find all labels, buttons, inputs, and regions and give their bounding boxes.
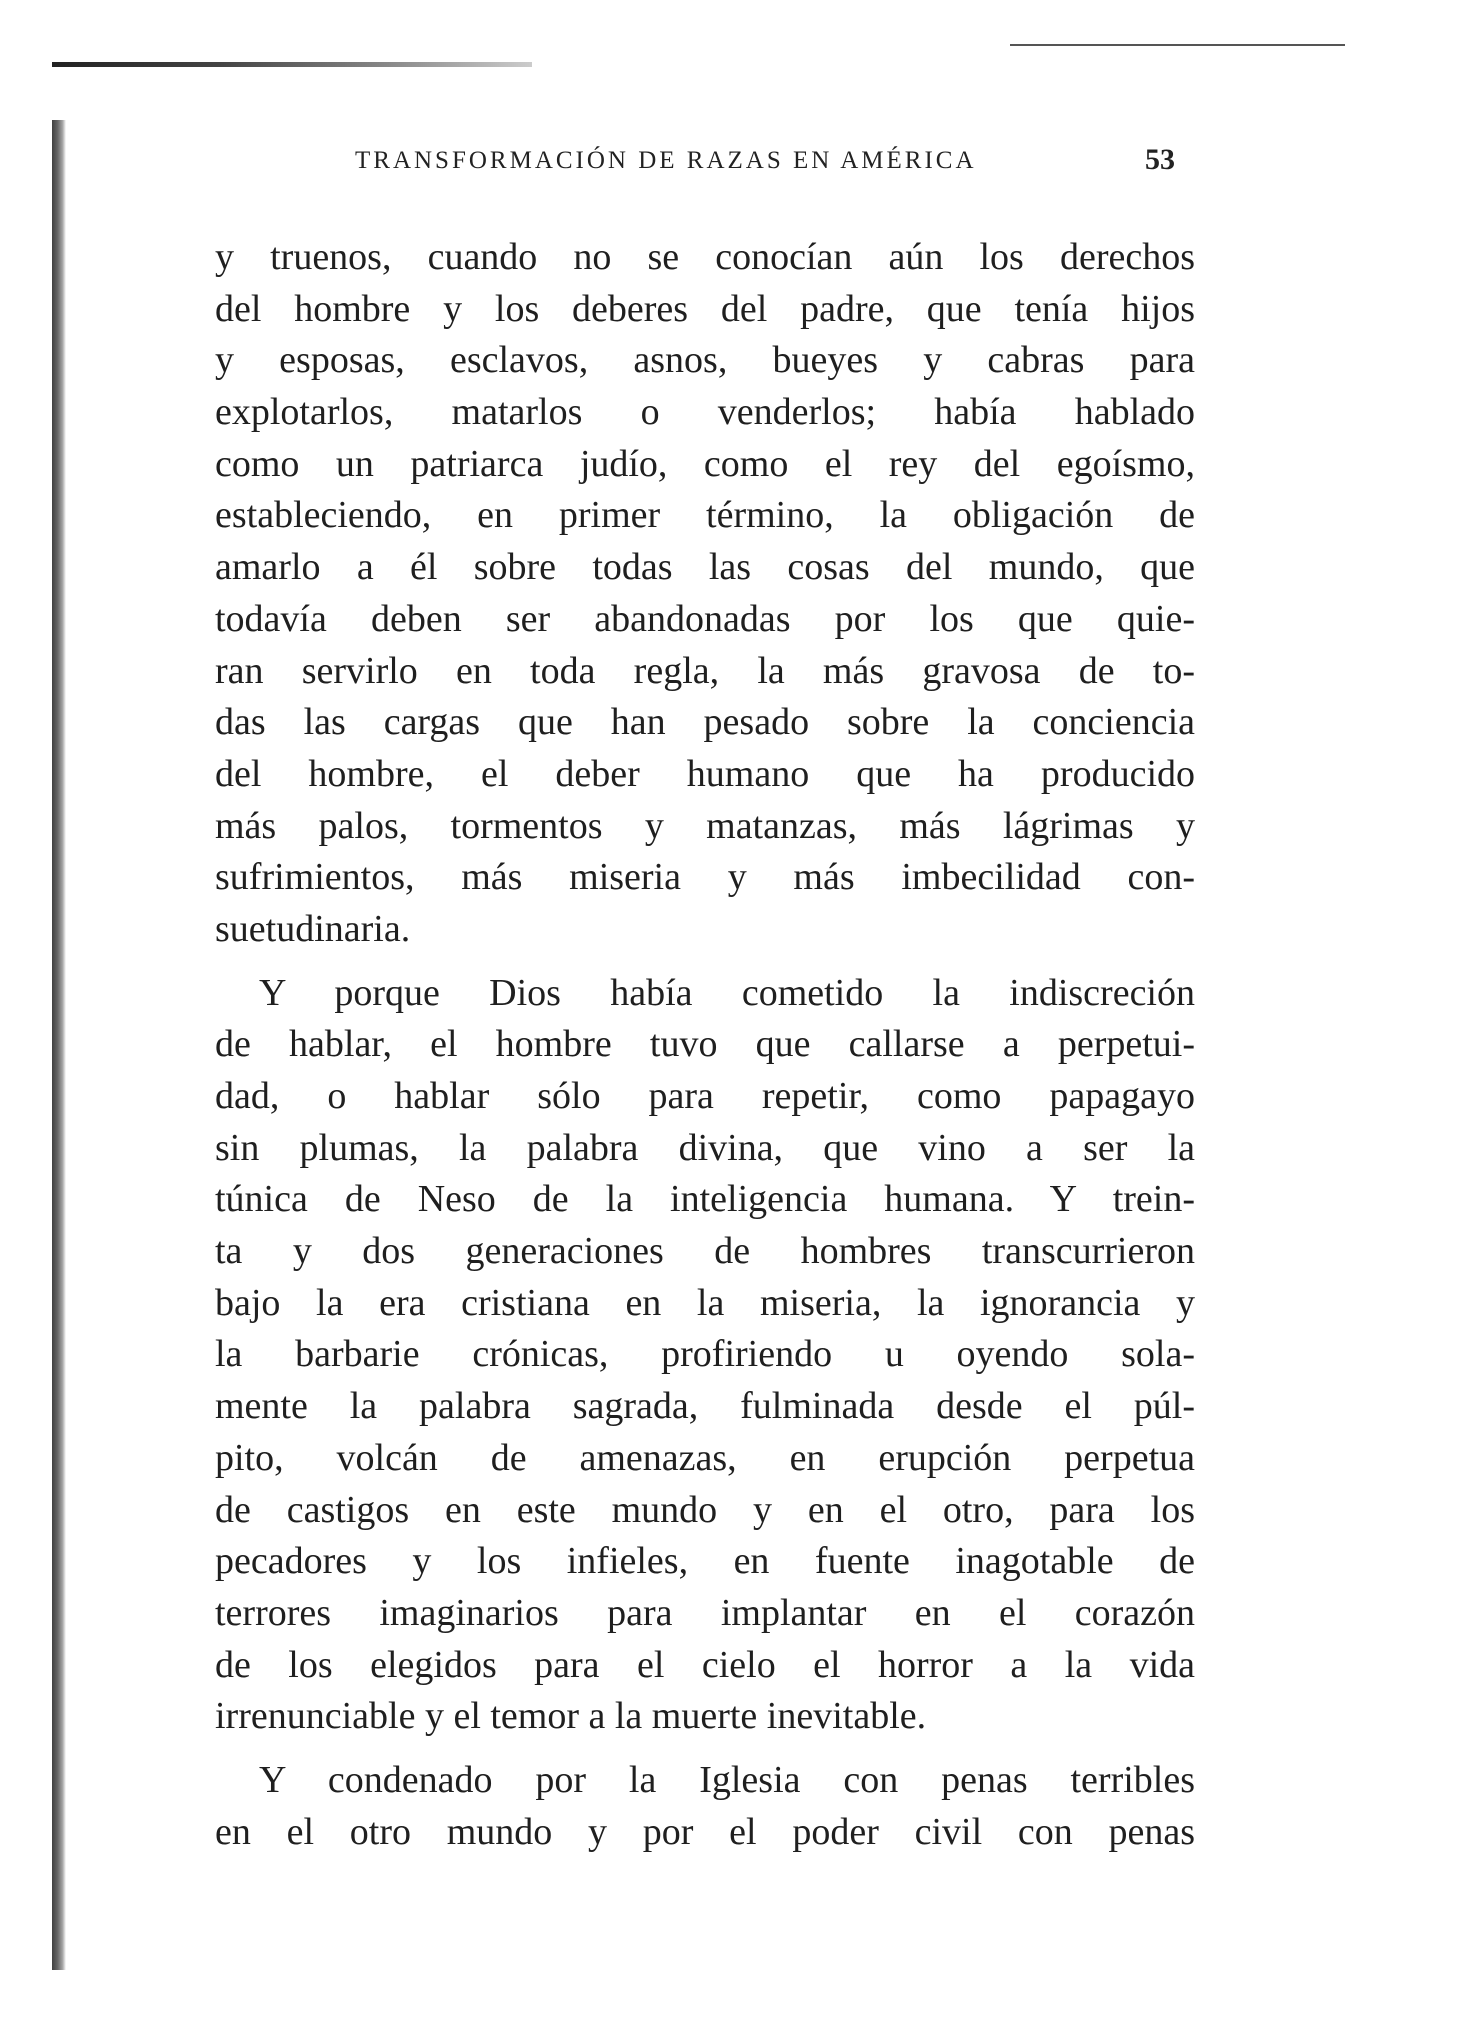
text-line: irrenunciable y el temor a la muerte inevitable.	[215, 1695, 927, 1738]
paragraph-1	[215, 232, 1195, 956]
text-line: de los elegidos para el cielo el horror a la vida	[215, 1643, 1195, 1686]
text-line: terrores imaginarios para implantar en el corazón	[215, 1591, 1195, 1634]
running-head	[355, 143, 1175, 187]
scan-page-edge	[52, 120, 66, 1970]
top-rule-left	[52, 62, 532, 67]
top-rule-right	[1010, 44, 1345, 46]
text-line: y esposas, esclavos, asnos, bueyes y cabras para	[215, 339, 1195, 382]
text-line: mente la palabra sagrada, fulminada desde el púl-	[215, 1385, 1195, 1428]
text-line: das las cargas que han pesado sobre la conciencia	[215, 701, 1195, 744]
text-line: amarlo a él sobre todas las cosas del mundo, que	[215, 546, 1195, 589]
text-line: pecadores y los infieles, en fuente inagotable de	[215, 1540, 1195, 1583]
text-line: túnica de Neso de la inteligencia humana. Y trein-	[215, 1178, 1195, 1221]
text-line: dad, o hablar sólo para repetir, como papagayo	[215, 1075, 1195, 1117]
body-text	[215, 232, 1195, 1858]
text-line: Y porque Dios había cometido la indiscreción	[259, 971, 1195, 1014]
text-line: estableciendo, en primer término, la obligación de	[215, 494, 1195, 537]
text-line: sin plumas, la palabra divina, que vino a ser la	[215, 1126, 1195, 1169]
text-line: Y condenado por la Iglesia con penas terribles	[259, 1758, 1195, 1801]
text-line: ran servirlo en toda regla, la más gravosa de to-	[215, 649, 1195, 692]
paragraph-2	[215, 968, 1195, 1743]
text-line: del hombre y los deberes del padre, que tenía hijos	[215, 287, 1195, 330]
text-line: explotarlos, matarlos o venderlos; había hablado	[215, 391, 1195, 434]
text-line: pito, volcán de amenazas, en erupción perpetua	[215, 1436, 1195, 1479]
text-line: ta y dos generaciones de hombres transcurrieron	[215, 1230, 1195, 1273]
text-line: como un patriarca judío, como el rey del egoísmo,	[215, 442, 1195, 485]
text-line: más palos, tormentos y matanzas, más lágrimas y	[215, 804, 1195, 847]
text-line: la barbarie crónicas, profiriendo u oyendo sola-	[215, 1333, 1195, 1376]
text-line: sufrimientos, más miseria y más imbecilidad con-	[215, 856, 1195, 899]
running-title: TRANSFORMACIÓN DE RAZAS EN AMÉRICA	[355, 147, 977, 174]
text-line: suetudinaria.	[215, 907, 411, 950]
paragraph-3	[215, 1755, 1195, 1858]
text-line: de hablar, el hombre tuvo que callarse a perpetui-	[215, 1023, 1195, 1066]
page-number: 53	[1145, 143, 1175, 176]
text-line: de castigos en este mundo y en el otro, para los	[215, 1488, 1195, 1531]
text-line: todavía deben ser abandonadas por los que quie-	[215, 597, 1195, 640]
text-line: del hombre, el deber humano que ha producido	[215, 752, 1195, 795]
text-line: y truenos, cuando no se conocían aún los derechos	[215, 236, 1195, 278]
text-line: en el otro mundo y por el poder civil con penas	[215, 1810, 1195, 1853]
text-line: bajo la era cristiana en la miseria, la ignorancia y	[215, 1281, 1195, 1324]
